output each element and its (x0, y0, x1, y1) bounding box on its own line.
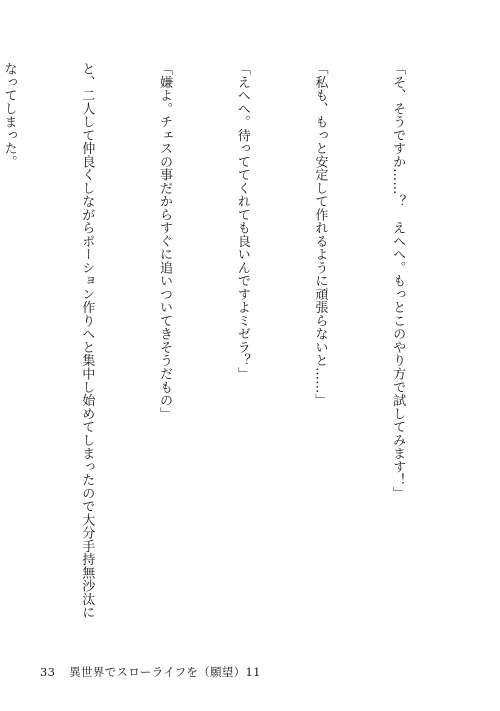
book-title: 異世界でスローライフを（願望）11 (69, 665, 261, 679)
text-line: と、二人して仲良くしながらポーション作りへと集中し始めてしまったので大分手持無沙汰に (79, 62, 95, 619)
text-line: 「えへへ。待っててくれても良いんですよミゼラ？」 (234, 62, 250, 381)
page-number: 33 (40, 665, 56, 679)
page-footer (40, 664, 261, 680)
text-line: 「嫌よ。チェスの事だからすぐに追いついてきそうだもの」 (157, 62, 173, 421)
text-line: 「私も、もっと安定して作れるように頑張らないと……」 (312, 62, 328, 407)
body-text (0, 62, 462, 660)
text-line: なってしまった。 (1, 62, 17, 169)
text-line: 「そ、そうですか……？ えへへ。もっとこのやり方で試してみます！」 (390, 62, 406, 500)
